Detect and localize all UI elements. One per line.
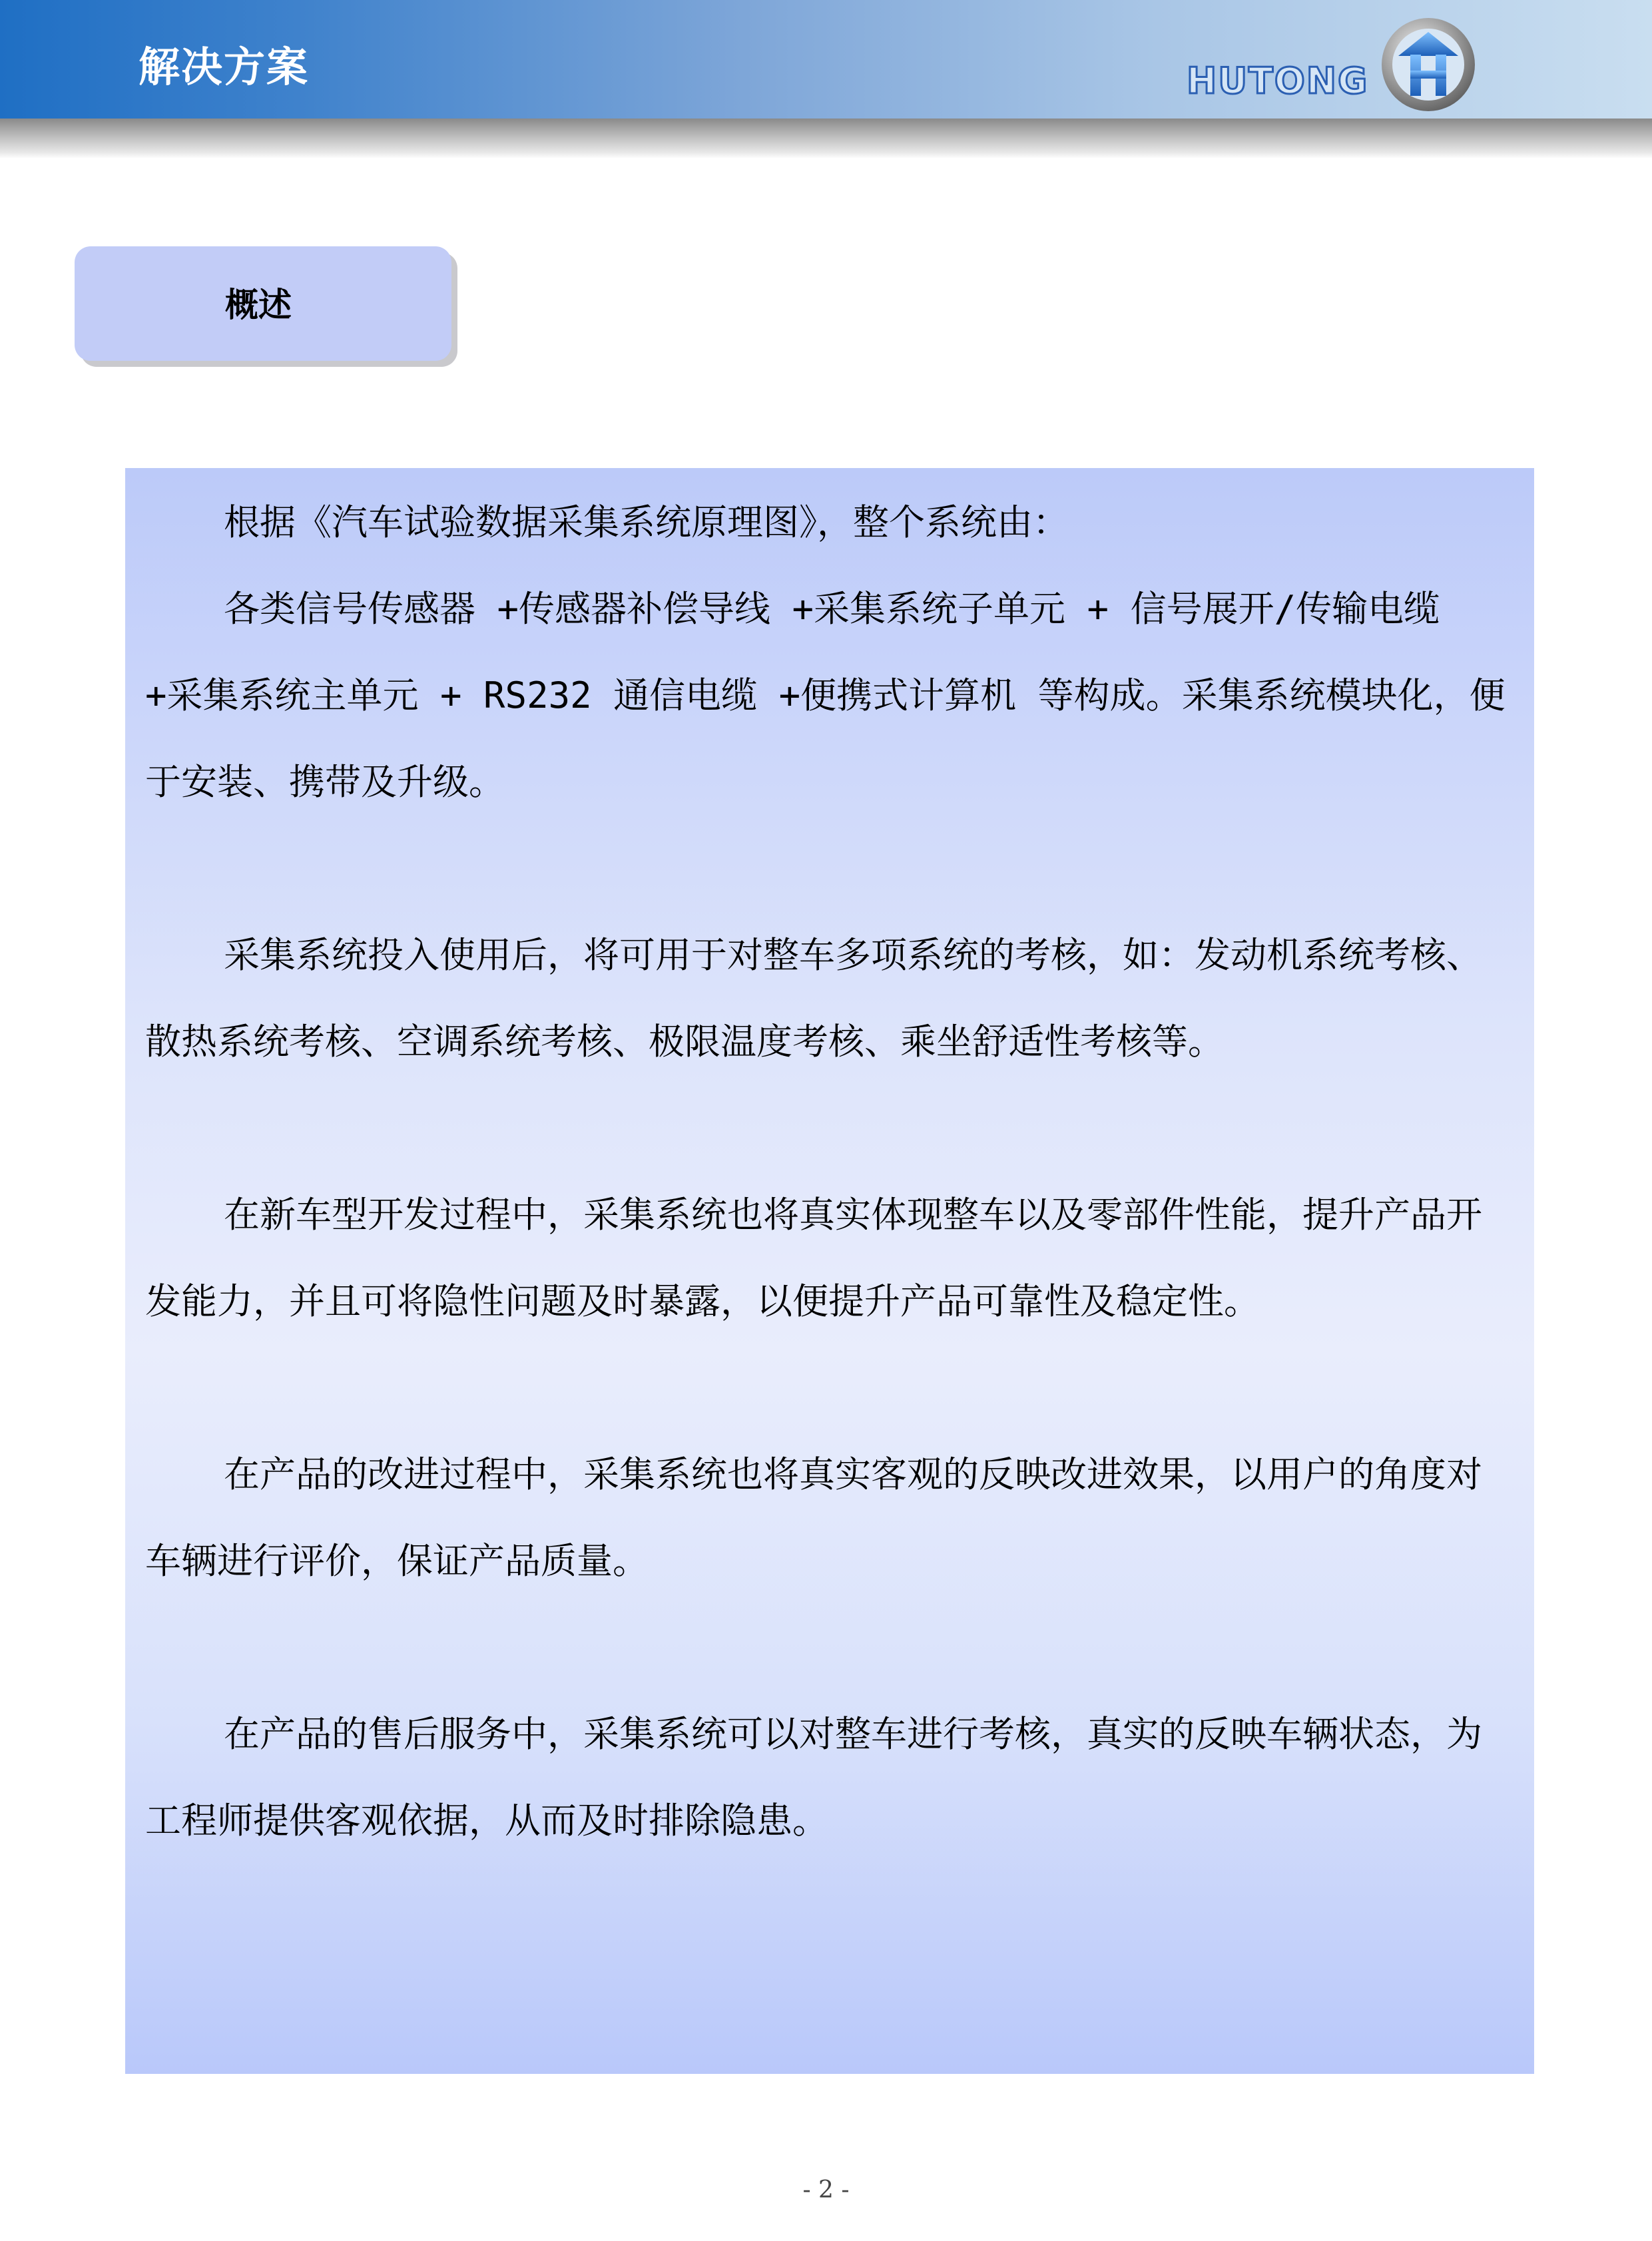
paragraph-usage: 采集系统投入使用后，将可用于对整车多项系统的考核，如：发动机系统考核、散热系统考核、空调系统考核、极限温度考核、乘坐舒适性考核等。 xyxy=(145,934,1482,1063)
hutong-logo-icon xyxy=(1378,15,1478,115)
section-heading: 概述 xyxy=(225,286,292,324)
paragraph-development: 在新车型开发过程中，采集系统也将真实体现整车以及零部件性能，提升产品开发能力，并且可将隐性问题及时暴露，以便提升产品可靠性及稳定性。 xyxy=(145,1194,1482,1322)
brand-wordmark: HUTONG xyxy=(1187,60,1369,102)
paragraph-intro: 根据《汽车试验数据采集系统原理图》，整个系统由： xyxy=(224,501,1069,543)
paragraph-after-sales: 在产品的售后服务中，采集系统可以对整车进行考核，真实的反映车辆状态，为工程师提供客观依据，从而及时排除隐患。 xyxy=(145,1713,1482,1842)
page-number: - 2 - xyxy=(802,2176,850,2204)
paragraph-components: 各类信号传感器 +传感器补偿导线 +采集系统子单元 + 信号展开/传输电缆 +采集系统主单元 + RS232 通信电缆 +便携式计算机 等构成。采集系统模块化，便于安装、携带及升级。 xyxy=(145,588,1506,803)
header-title: 解决方案 xyxy=(138,43,310,91)
paragraph-improvement: 在产品的改进过程中，采集系统也将真实客观的反映改进效果，以用户的角度对车辆进行评价，保证产品质量。 xyxy=(145,1453,1482,1582)
header-shadow-divider xyxy=(0,119,1652,158)
